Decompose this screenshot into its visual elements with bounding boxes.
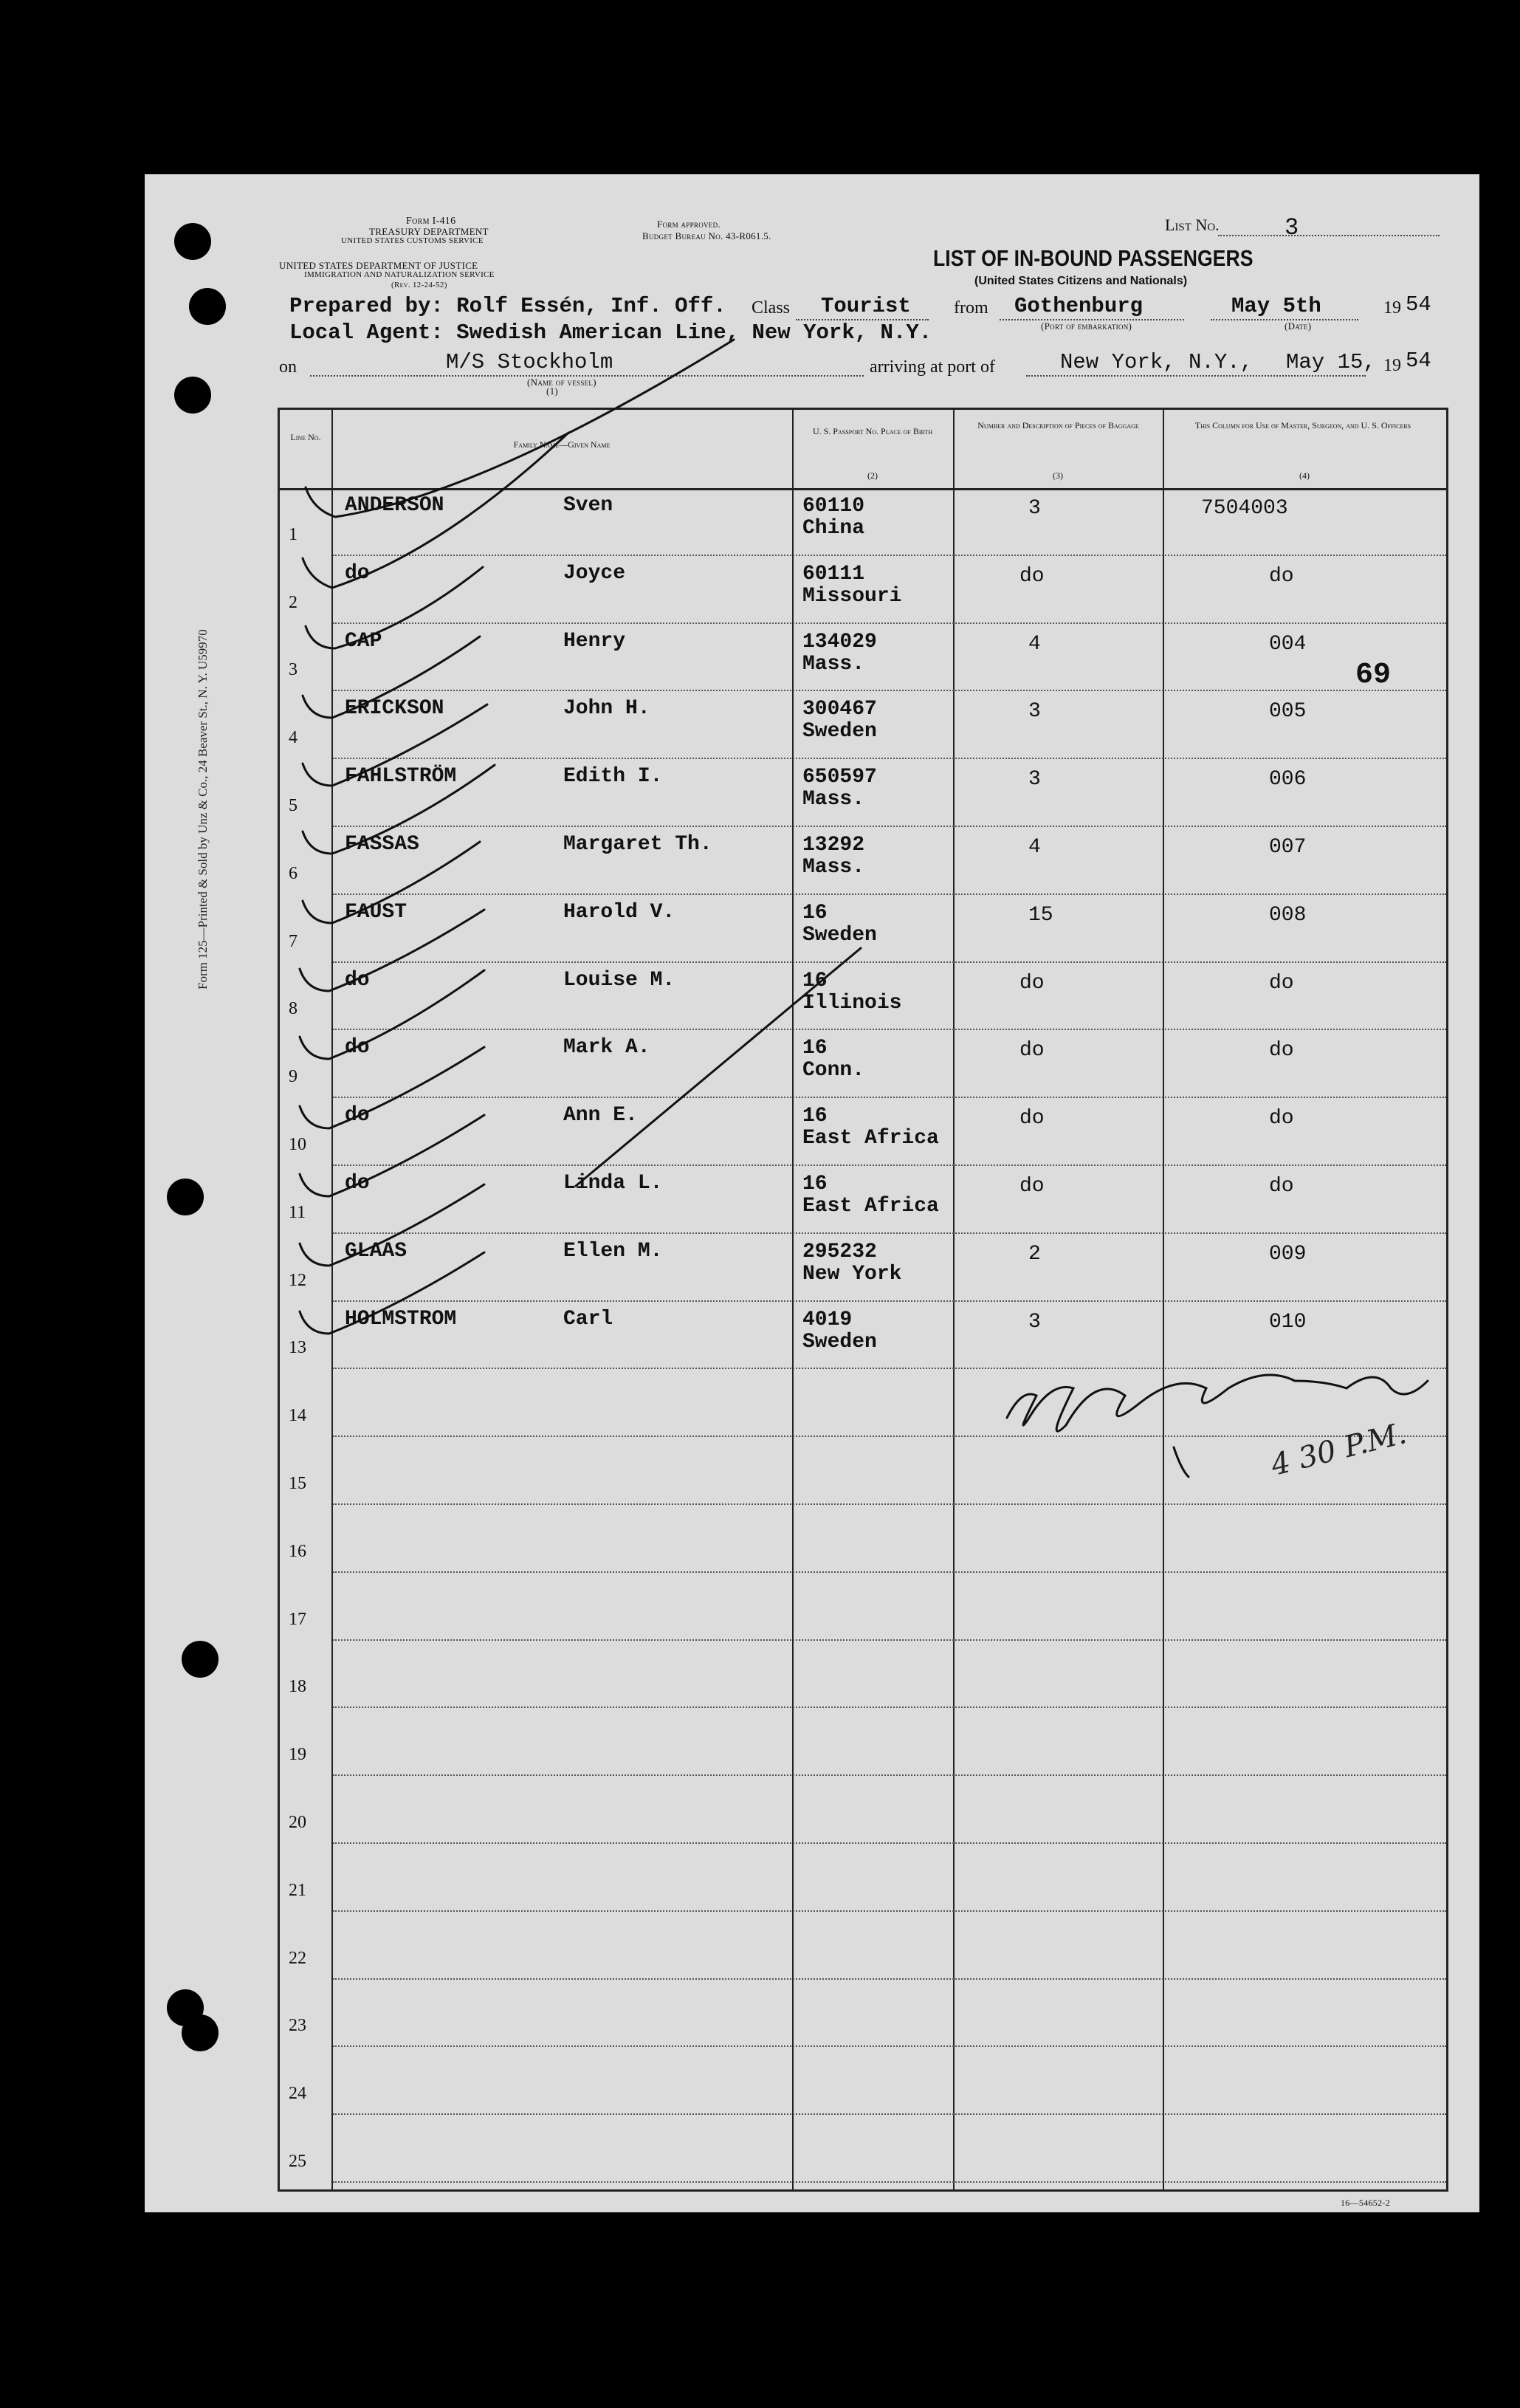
line-number: 22 (289, 1948, 306, 1968)
year-prefix-1: 19 (1383, 298, 1401, 318)
row-rule (333, 2045, 1446, 2047)
on-label: on (279, 357, 297, 377)
row-rule (333, 893, 1446, 895)
row-rule (333, 1435, 1446, 1437)
year-2: 54 (1406, 349, 1431, 373)
row-rule (333, 826, 1446, 827)
row-rule (333, 2181, 1446, 2183)
officer-number: do (1269, 1107, 1294, 1131)
class-value: Tourist (821, 294, 911, 318)
header-passport: U. S. Passport No. Place of Birth (812, 426, 933, 436)
baggage-count: do (1019, 1107, 1045, 1131)
row-rule (333, 1571, 1446, 1573)
officer-number: 004 (1269, 632, 1307, 656)
binder-hole (189, 288, 226, 325)
passport-number: 60111 (802, 562, 865, 586)
list-number: 3 (1285, 214, 1299, 241)
date-label: (Date) (1285, 320, 1312, 332)
family-name: CAP (345, 629, 382, 653)
prepared-by: Prepared by: Rolf Essén, Inf. Off. (289, 294, 726, 318)
line-number: 20 (289, 1813, 306, 1832)
passport-number: 60110 (802, 495, 865, 518)
line-number: 10 (289, 1135, 306, 1154)
row-rule (333, 690, 1446, 691)
header-num-3: (3) (1053, 470, 1063, 481)
passport-number: 13292 (802, 834, 865, 857)
vessel-name: M/S Stockholm (446, 350, 613, 374)
row-rule (333, 1300, 1446, 1302)
baggage-count: do (1019, 1175, 1045, 1198)
line-number: 4 (289, 728, 298, 748)
local-agent: Local Agent: Swedish American Line, New York, N.Y. (289, 320, 932, 345)
given-name: Louise M. (563, 968, 675, 992)
passport-number: 4019 (802, 1308, 853, 1331)
place-of-birth: China (802, 517, 865, 540)
header-baggage: Number and Description of Pieces of Baggage (977, 420, 1139, 431)
row-rule (333, 555, 1446, 556)
given-name: Margaret Th. (563, 833, 712, 856)
line-number: 18 (289, 1677, 306, 1697)
place-of-birth: New York (802, 1262, 902, 1286)
arrival-port: New York, N.Y., (1060, 350, 1254, 374)
row-rule (333, 1842, 1446, 1844)
place-of-birth: East Africa (802, 1127, 939, 1150)
given-name: Ellen M. (563, 1239, 663, 1263)
place-of-birth: Sweden (802, 720, 877, 744)
line-number: 12 (289, 1270, 306, 1290)
binder-hole (174, 223, 211, 260)
baggage-count: do (1019, 564, 1045, 588)
line-number: 8 (289, 999, 298, 1019)
place-of-birth: Sweden (802, 1330, 877, 1354)
given-name: John H. (563, 697, 650, 721)
row-rule (333, 1503, 1446, 1505)
port-embark-label: (Port of embarkation) (1041, 320, 1132, 332)
binder-hole (182, 1641, 219, 1678)
passport-number: 16 (802, 901, 828, 925)
footer-code: 16—54652-2 (1341, 2198, 1390, 2208)
place-of-birth: Mass. (802, 652, 865, 676)
arriving-label: arriving at port of (870, 357, 995, 377)
place-of-birth: Mass. (802, 788, 865, 812)
arrival-dots (1026, 375, 1366, 377)
line-number: 21 (289, 1880, 306, 1900)
passenger-table (278, 408, 1448, 2192)
given-name: Sven (563, 494, 613, 517)
passport-number: 295232 (802, 1240, 877, 1263)
officer-number: 009 (1269, 1242, 1307, 1266)
line-number: 1 (289, 524, 298, 544)
arrival-date: May 15, (1286, 350, 1376, 374)
place-of-birth: Illinois (802, 991, 902, 1015)
passport-number: 16 (802, 1037, 828, 1060)
family-name: ERICKSON (345, 697, 444, 721)
form-approved: Form approved. (657, 219, 721, 230)
handwritten-count: 69 (1355, 659, 1392, 692)
given-name: Harold V. (563, 900, 675, 924)
row-rule (333, 1639, 1446, 1641)
officer-number: do (1269, 1039, 1294, 1063)
family-name: do (345, 1172, 370, 1195)
family-name: do (345, 561, 370, 585)
family-name: FASSAS (345, 833, 419, 856)
baggage-count: 2 (1028, 1242, 1041, 1266)
line-number: 11 (289, 1202, 306, 1222)
officer-number: do (1269, 564, 1294, 588)
year-1: 54 (1406, 292, 1431, 317)
row-rule (333, 1029, 1446, 1030)
port-of-embarkation: Gothenburg (1014, 294, 1144, 318)
family-name: FAUST (345, 900, 407, 924)
family-name: do (345, 1104, 370, 1128)
family-name: do (345, 1036, 370, 1060)
class-label: Class (752, 298, 791, 318)
list-number-dots (1218, 235, 1440, 236)
baggage-count: 3 (1028, 497, 1041, 520)
row-rule (333, 622, 1446, 624)
line-number: 17 (289, 1609, 306, 1629)
line-number: 5 (289, 796, 298, 815)
row-rule (333, 961, 1446, 963)
baggage-count: 3 (1028, 1310, 1041, 1334)
officer-number: 7504003 (1201, 497, 1288, 520)
family-name: ANDERSON (345, 494, 444, 517)
officer-number: 007 (1269, 836, 1307, 859)
officer-number: 010 (1269, 1310, 1307, 1334)
baggage-count: 4 (1028, 632, 1041, 656)
header-rule (280, 488, 1446, 490)
line-number: 13 (289, 1338, 306, 1358)
row-rule (333, 1232, 1446, 1234)
officer-number: do (1269, 971, 1294, 995)
from-label: from (954, 298, 988, 318)
header-name: Family Name—Given Name (513, 439, 611, 450)
officer-number: 008 (1269, 903, 1307, 927)
header-line-no: Line No. (290, 432, 321, 442)
line-number: 3 (289, 660, 298, 680)
year-prefix-2: 19 (1383, 356, 1401, 375)
dept-customs: UNITED STATES CUSTOMS SERVICE (341, 236, 484, 245)
line-number: 19 (289, 1745, 306, 1765)
line-number: 9 (289, 1067, 298, 1087)
passport-number: 650597 (802, 766, 877, 789)
line-number: 16 (289, 1541, 306, 1561)
row-rule (333, 1368, 1446, 1369)
row-rule (333, 1706, 1446, 1708)
dept-justice: UNITED STATES DEPARTMENT OF JUSTICE (279, 260, 478, 271)
row-rule (333, 1978, 1446, 1980)
line-number: 2 (289, 592, 298, 612)
row-rule (333, 1774, 1446, 1776)
passport-number: 16 (802, 1105, 828, 1128)
baggage-count: do (1019, 971, 1045, 995)
passport-number: 16 (802, 969, 828, 992)
line-number: 25 (289, 2152, 306, 2171)
officer-number: do (1269, 1175, 1294, 1198)
place-of-birth: East Africa (802, 1195, 939, 1218)
dept-treasury: TREASURY DEPARTMENT (369, 226, 489, 237)
header-num-4: (4) (1299, 470, 1310, 481)
handwritten-time: 4 30 P.M. (1268, 1416, 1410, 1483)
officer-number: 006 (1269, 768, 1307, 792)
form-revision: (Rev. 12-24-52) (391, 281, 447, 289)
form-number: Form I-416 (406, 216, 456, 227)
page-subtitle: (United States Citizens and Nationals) (974, 275, 1188, 287)
row-rule (333, 758, 1446, 759)
family-name: do (345, 968, 370, 992)
dept-ins: IMMIGRATION AND NATURALIZATION SERVICE (304, 270, 495, 279)
given-name: Joyce (563, 561, 626, 585)
vessel-label: (Name of vessel) (527, 377, 596, 388)
family-name: GLAAS (345, 1239, 407, 1263)
line-number: 7 (289, 931, 298, 951)
line-number: 6 (289, 863, 298, 883)
place-of-birth: Mass. (802, 856, 865, 879)
budget-bureau: Budget Bureau No. 43-R061.5. (642, 230, 771, 241)
line-number: 24 (289, 2084, 306, 2104)
given-name: Henry (563, 629, 626, 653)
column-number-1: (1) (546, 385, 559, 397)
passport-number: 300467 (802, 698, 877, 721)
given-name: Carl (563, 1307, 613, 1331)
header-officers: This Column for Use of Master, Surgeon, and U. S. Officers (1194, 420, 1411, 431)
family-name: HOLMSTROM (345, 1307, 457, 1331)
baggage-count: 3 (1028, 700, 1041, 724)
line-number: 15 (289, 1474, 306, 1493)
row-rule (333, 2113, 1446, 2115)
row-rule (333, 1164, 1446, 1166)
passport-number: 16 (802, 1173, 828, 1196)
printer-side-text: Form 125—Printed & Sold by Unz & Co., 24 Beaver St., N. Y. U59970 (196, 629, 210, 989)
place-of-birth: Missouri (802, 584, 902, 608)
embark-date: May 5th (1231, 294, 1321, 318)
family-name: FAHLSTRÖM (345, 765, 457, 789)
baggage-count: 15 (1028, 903, 1053, 927)
given-name: Linda L. (563, 1172, 663, 1195)
baggage-count: 4 (1028, 836, 1041, 859)
line-number: 23 (289, 2016, 306, 2036)
baggage-count: 3 (1028, 768, 1041, 792)
given-name: Edith I. (563, 765, 663, 789)
given-name: Mark A. (563, 1036, 650, 1060)
page-title: LIST OF IN-BOUND PASSENGERS (933, 245, 1254, 271)
baggage-count: do (1019, 1039, 1045, 1063)
binder-hole (182, 2014, 219, 2051)
list-number-label: List No. (1165, 216, 1220, 234)
row-rule (333, 1097, 1446, 1098)
place-of-birth: Conn. (802, 1059, 865, 1083)
row-rule (333, 1910, 1446, 1912)
given-name: Ann E. (563, 1104, 638, 1128)
place-of-birth: Sweden (802, 923, 877, 947)
line-number: 14 (289, 1406, 306, 1426)
officer-number: 005 (1269, 700, 1307, 724)
header-num-2: (2) (867, 470, 878, 481)
passport-number: 134029 (802, 630, 877, 654)
binder-hole (167, 1179, 204, 1215)
